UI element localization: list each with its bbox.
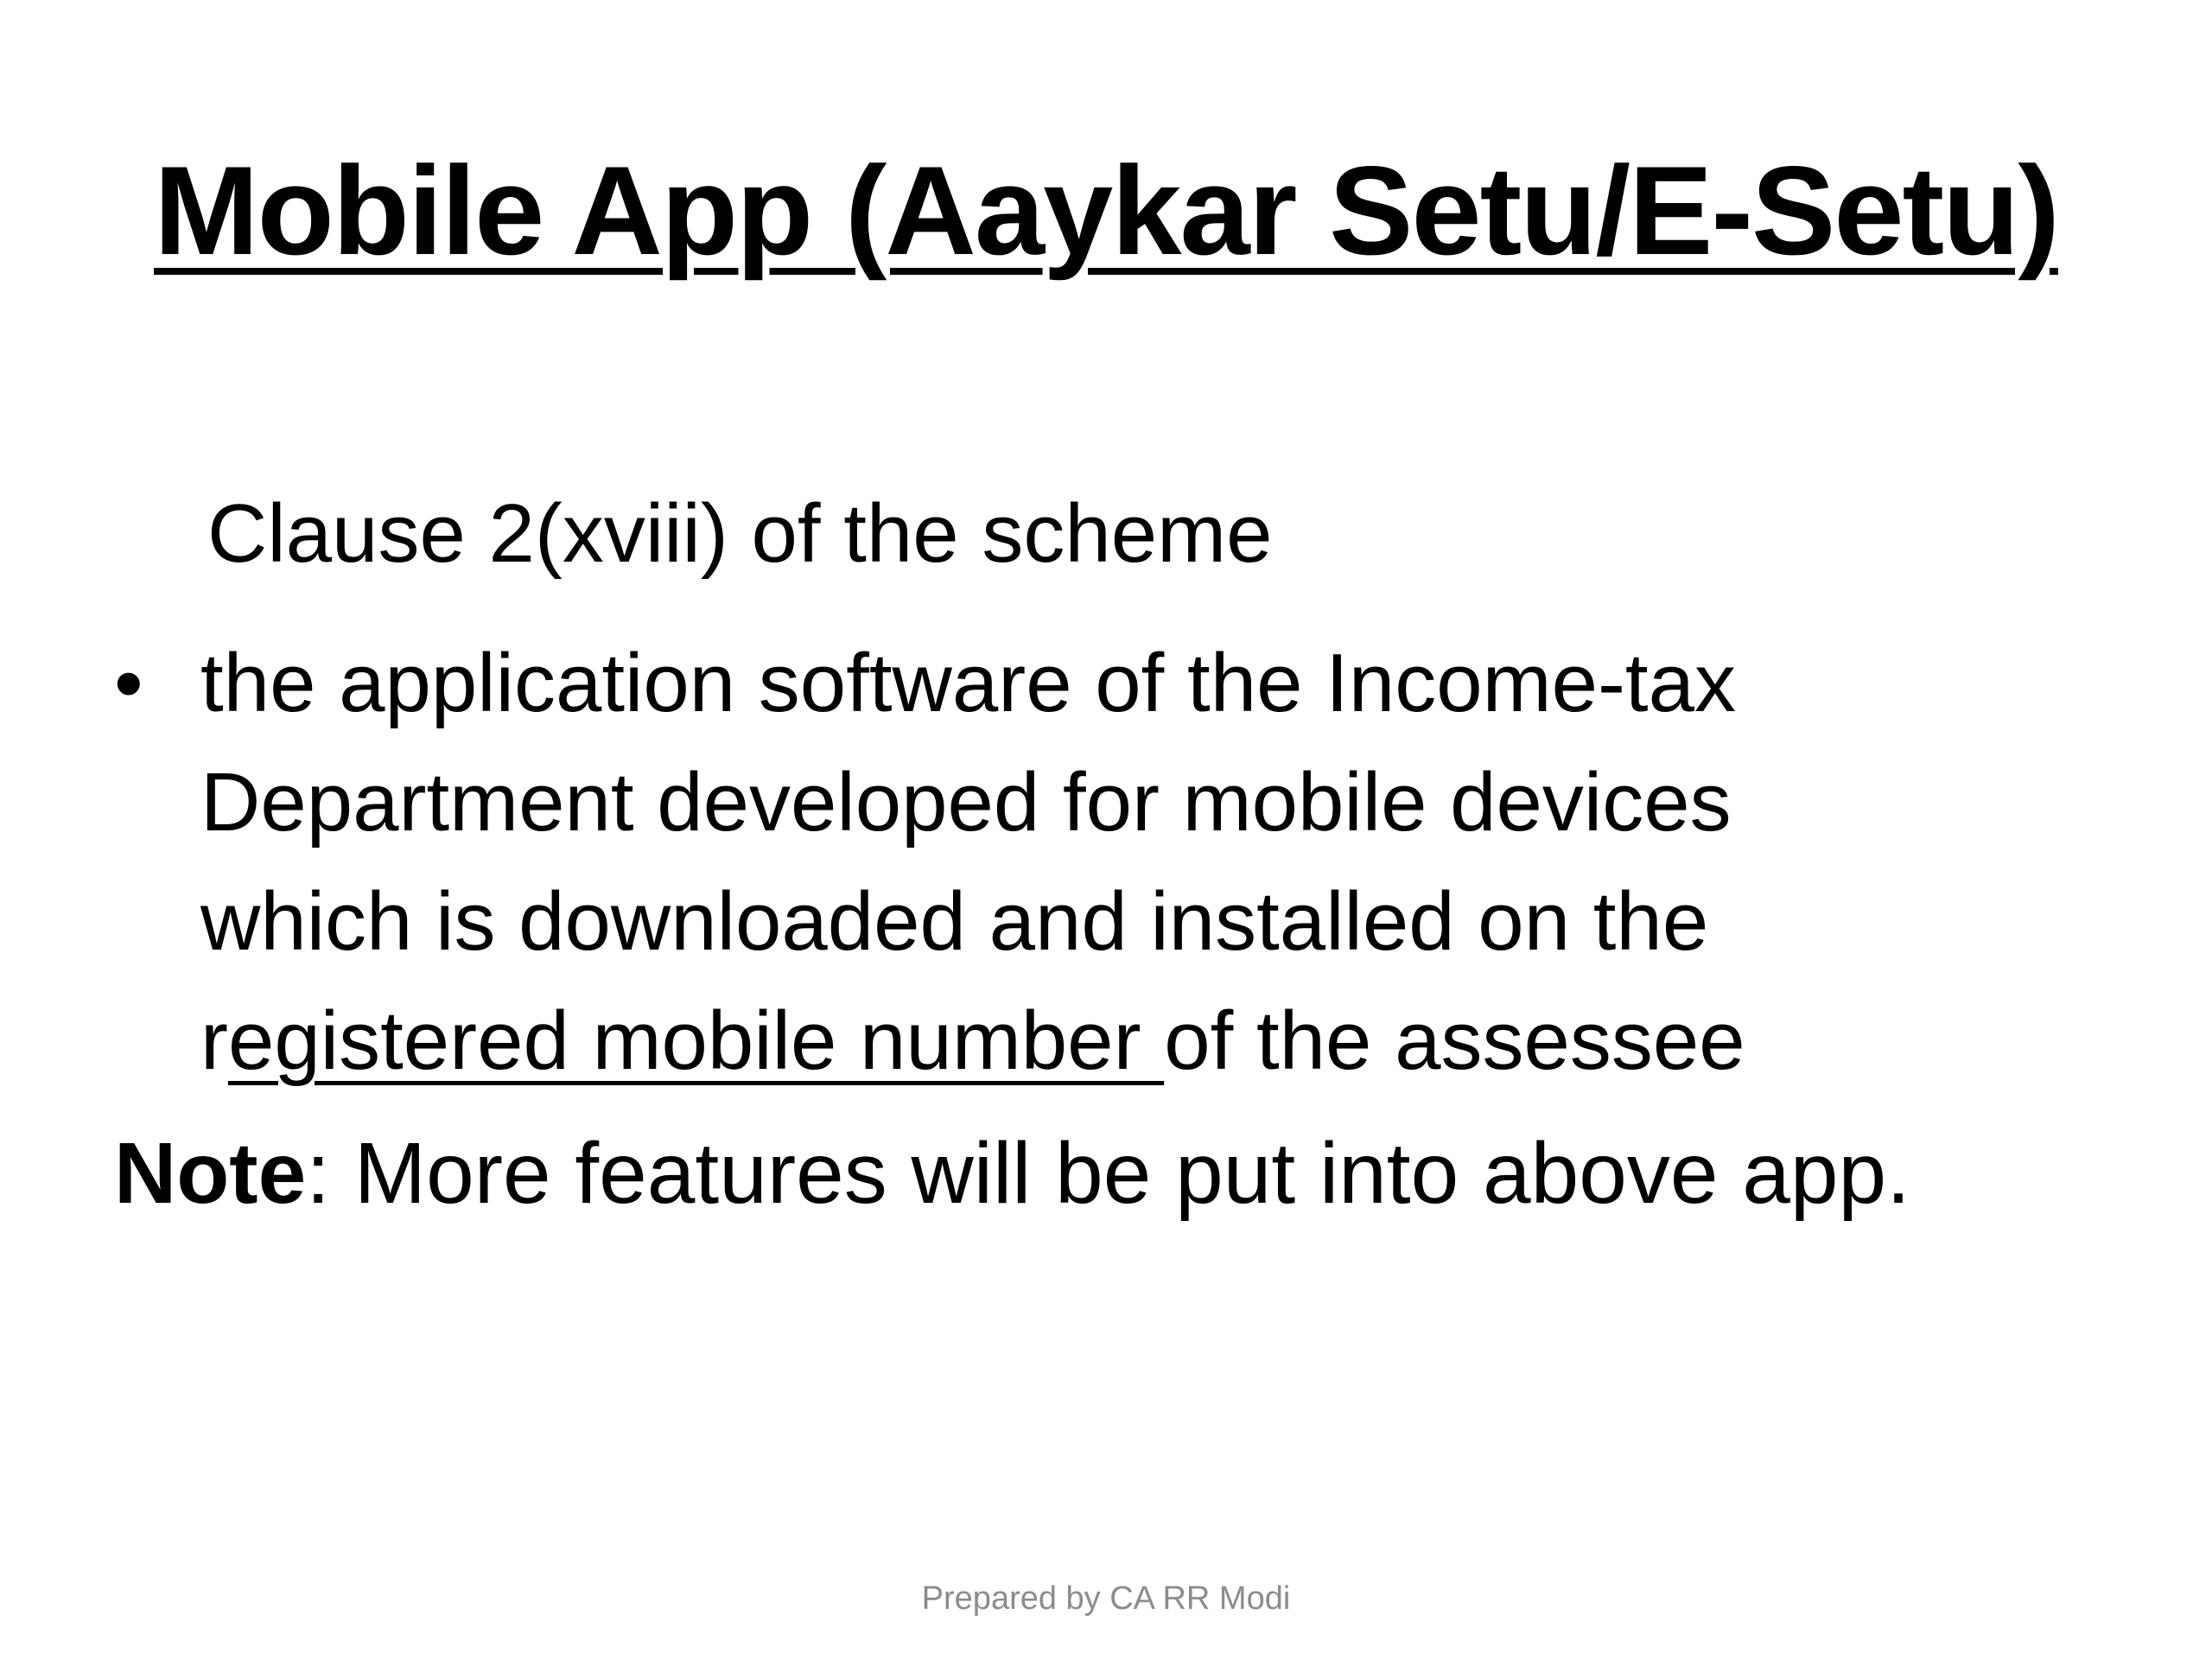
note-label: Note bbox=[114, 1125, 307, 1222]
footer: Prepared by CA RR Modi bbox=[921, 1580, 1291, 1617]
note bbox=[114, 1122, 1910, 1225]
slide-title bbox=[0, 138, 2212, 283]
registered-mobile-number-text: egistered mobile number bbox=[227, 995, 1165, 1087]
bullet-line-3: which is downloaded and installed on the bbox=[200, 875, 1709, 968]
bullet-icon: • bbox=[114, 637, 143, 729]
bullet-line-4-suffix: of the assessee bbox=[1164, 995, 1745, 1087]
bullet-line-4-prefix: r bbox=[200, 995, 228, 1087]
clause-heading: Clause 2(xviii) of the scheme bbox=[207, 487, 1273, 580]
bullet-line-2: Department developed for mobile devices bbox=[200, 756, 1732, 849]
note-text: : More features will be put into above app. bbox=[306, 1125, 1910, 1222]
bullet-text bbox=[200, 624, 2101, 1101]
bullet-line-4 bbox=[200, 982, 2101, 1101]
slide-title-text: Mobile App (Aaykar Setu/E-Setu) bbox=[154, 140, 2058, 281]
bullet-line-1: the application software of the Income-tax bbox=[200, 637, 1736, 729]
